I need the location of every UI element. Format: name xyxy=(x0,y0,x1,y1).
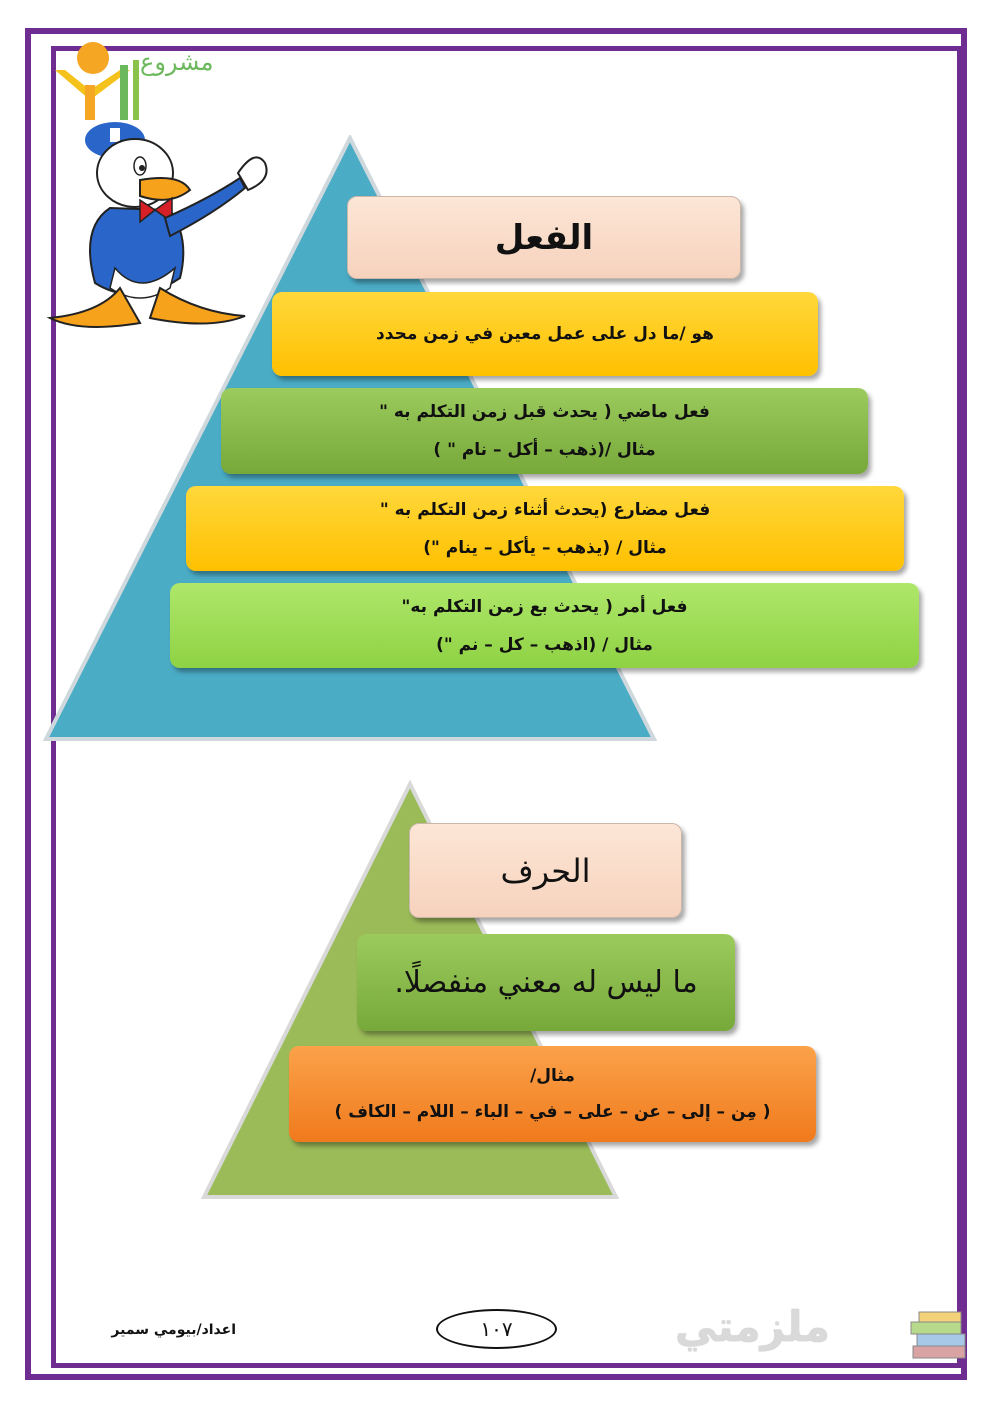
verb-title xyxy=(347,196,741,279)
imperative-verb-line2: مثال / (اذهب – كل – نم ") xyxy=(436,634,653,655)
verb-definition-text: هو /ما دل على عمل معين في زمن محدد xyxy=(376,324,714,344)
logo-text: مشروع xyxy=(140,48,214,76)
past-verb-line2: مثال /(ذهب – أكل – نام " ) xyxy=(433,440,656,460)
present-verb-box xyxy=(186,486,904,571)
imperative-verb-box xyxy=(170,583,919,668)
letter-examples-box xyxy=(289,1046,816,1142)
present-verb-line2: مثال / (يذهب – يأكل – ينام ") xyxy=(423,537,667,558)
imperative-verb-line1: فعل أمر ( يحدث بع زمن التكلم به" xyxy=(401,596,688,617)
verb-title-text: الفعل xyxy=(494,217,594,258)
page-number: ١٠٧ xyxy=(436,1309,557,1349)
verb-definition xyxy=(272,292,818,376)
letter-title xyxy=(409,823,682,918)
letter-example-label: مثال/ xyxy=(530,1066,575,1086)
author-credit: اعداد/بيومي سمير xyxy=(111,1322,236,1338)
present-verb-line1: فعل مضارع (يحدث أثناء زمن التكلم به " xyxy=(379,499,711,520)
letter-definition xyxy=(357,934,735,1031)
letter-definition-text: ما ليس له معني منفصلًا. xyxy=(394,965,698,1000)
watermark-text: ملزمتي xyxy=(675,1302,830,1351)
books-icon xyxy=(905,1306,975,1366)
past-verb-line1: فعل ماضي ( يحدث قبل زمن التكلم به " xyxy=(379,402,710,422)
letter-examples-text: ( مِن – إلى – عن – على – في – الباء – اللام – الكاف ) xyxy=(334,1102,771,1122)
letter-title-text: الحرف xyxy=(500,851,591,890)
past-verb-box xyxy=(221,388,868,474)
